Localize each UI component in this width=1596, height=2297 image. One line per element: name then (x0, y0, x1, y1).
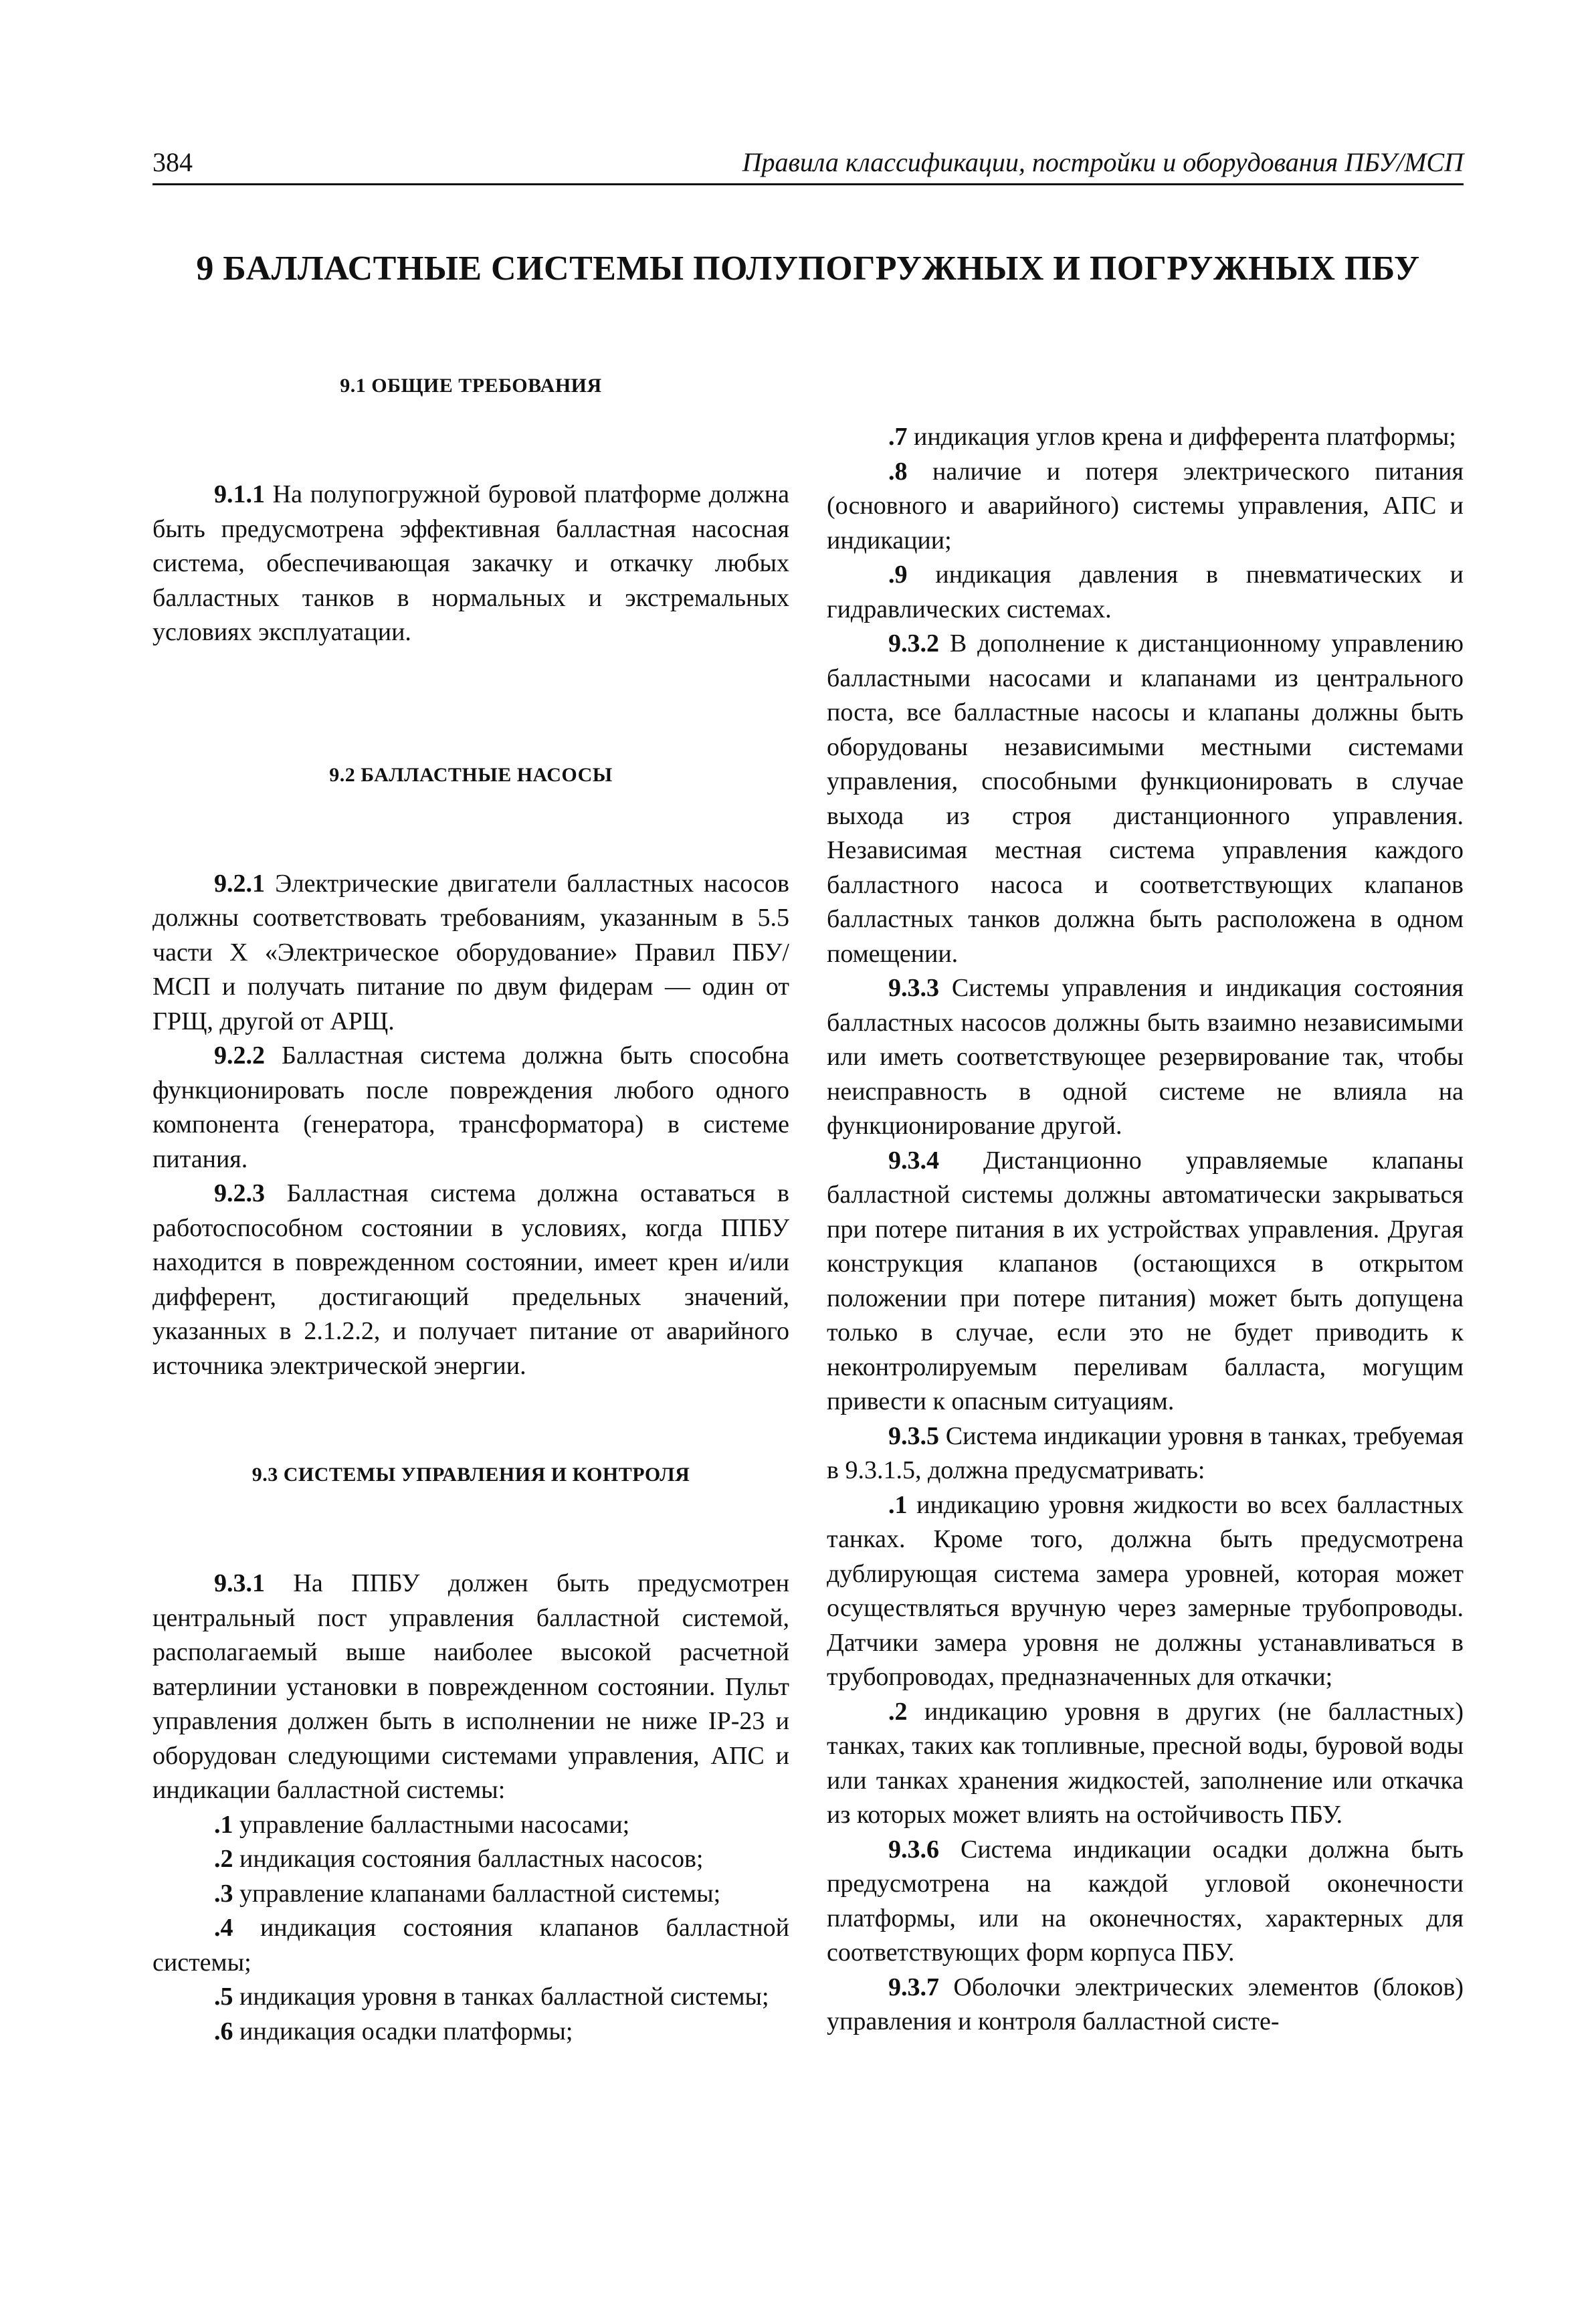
clause-number: 9.3.7 (888, 1973, 939, 2001)
list-item-9-3-5-1 (827, 1488, 1464, 1695)
paragraph-9-3-4 (827, 1144, 1464, 1419)
right-column (827, 420, 1464, 2039)
clause-text: Балластная система должна быть способна функционировать после повреждения любого одного компонента (генератора, трансформатора) в системе питания. (153, 1041, 789, 1173)
item-text: индикация углов крена и дифферента платформы; (907, 423, 1456, 451)
clause-text: Система индикации осадки должна быть предусмотрена на каждой угловой оконечности платформы, или на оконечностях, характерных для соответствующих форм корпуса ПБУ. (827, 1835, 1464, 1967)
item-text: индикацию уровня в других (не балластных) танках, таких как топливные, пресной воды, буровой воды или танках хранения жидкостей, заполнение или откачка из которых может влиять на остойчивость ПБУ. (827, 1697, 1464, 1829)
paragraph-9-3-7 (827, 1971, 1464, 2039)
item-text: индикация осадки платформы; (233, 2017, 573, 2045)
item-number: .3 (214, 1879, 233, 1908)
item-text: управление балластными насосами; (233, 1810, 630, 1839)
item-number: .9 (888, 561, 908, 589)
clause-number: 9.2.2 (214, 1041, 265, 1070)
running-header (153, 140, 1464, 185)
clause-text: Дистанционно управляемые клапаны балластной системы должны автоматически закрываться при потере питания в их устройствах управления. Другая конструкция клапанов (остающихся в открытом положении при потере питания) может быть допущена только в случае, если это не будет приводить к неконтролируемым переливам балласта, могущим привести к опасным ситуациям. (827, 1146, 1464, 1415)
clause-number: 9.3.1 (214, 1569, 265, 1597)
list-item-9-3-1-5 (153, 1980, 789, 2015)
page-number: 384 (153, 147, 193, 177)
paragraph-9-3-5 (827, 1419, 1464, 1488)
clause-text: Электрические двигатели балластных насосов должны соответствовать требованиям, указанным в 5.5 части X «Электрическое оборудование» Правил ПБУ/МСП и получать питание по двум фидерам — один от ГРЩ, другой от АРЩ. (153, 869, 789, 1035)
item-number: .4 (214, 1914, 233, 1942)
paragraph-9-3-2 (827, 627, 1464, 971)
clause-text: На ППБУ должен быть предусмотрен центральный пост управления балластной системой, располагаемый выше наиболее высокой расчетной ватерлинии установки в поврежденном состоянии. Пульт управления должен быть в исполнении не ниже IP-23 и оборудован следующими системами управления, АПС и индикации балластной системы: (153, 1569, 789, 1804)
running-title: Правила классификации, постройки и оборудования ПБУ/МСП (742, 147, 1464, 177)
item-number: .2 (888, 1697, 908, 1726)
list-item-9-3-1-2 (153, 1842, 789, 1877)
paragraph-9-2-3 (153, 1177, 789, 1383)
chapter-title: 9 БАЛЛАСТНЫЕ СИСТЕМЫ ПОЛУПОГРУЖНЫХ И ПОГРУЖНЫХ ПБУ (196, 249, 1420, 288)
clause-number: 9.3.6 (888, 1835, 939, 1864)
clause-text: В дополнение к дистанционному управлению балластными насосами и клапанами из центрального поста, все балластные насосы и клапаны должны быть оборудованы независимыми местными системами управления, способными функционировать в случае выхода из строя дистанционного управления. Независимая местная система управления каждого балластного насоса и соответствующих клапанов балластных танков должна быть расположена в одном помещении. (827, 629, 1464, 968)
item-number: .1 (214, 1810, 233, 1839)
clause-number: 9.1.1 (214, 480, 265, 508)
section-heading-9-1: 9.1 ОБЩИЕ ТРЕБОВАНИЯ (340, 375, 602, 397)
clause-text: Системы управления и индикация состояния балластных насосов должны быть взаимно независимыми или иметь соответствующее резервирование так, чтобы неисправность в одной системе не влияла на функционирование другой. (827, 974, 1464, 1140)
clause-number: 9.3.4 (888, 1146, 939, 1175)
item-number: .5 (214, 1983, 233, 2011)
clause-number: 9.3.5 (888, 1421, 939, 1450)
list-item-9-3-5-2 (827, 1695, 1464, 1833)
item-number: .7 (888, 423, 908, 451)
item-text: индикация состояния балластных насосов; (233, 1845, 704, 1873)
item-number: .1 (888, 1490, 908, 1519)
left-column (153, 375, 789, 2049)
item-text: управление клапанами балластной системы; (233, 1879, 721, 1908)
list-item-9-3-1-8 (827, 455, 1464, 559)
item-text: индикация давления в пневматических и гидравлических системах. (827, 561, 1464, 623)
paragraph-9-3-1 (153, 1567, 789, 1808)
clause-number: 9.3.3 (888, 974, 939, 1002)
clause-number: 9.2.1 (214, 869, 265, 898)
item-number: .8 (888, 457, 908, 486)
clause-text: Система индикации уровня в танках, требуемая в 9.3.1.5, должна предусматривать: (827, 1421, 1464, 1484)
item-text: наличие и потеря электрического питания (основного и аварийного) системы управления, АПС и индикации; (827, 457, 1464, 555)
clause-number: 9.3.2 (888, 629, 939, 658)
paragraph-9-1-1 (153, 478, 789, 650)
section-heading-9-3: 9.3 СИСТЕМЫ УПРАВЛЕНИЯ И КОНТРОЛЯ (252, 1464, 690, 1486)
paragraph-9-2-1 (153, 867, 789, 1039)
clause-text: На полупогружной буровой платформе должна быть предусмотрена эффективная балластная насосная система, обеспечивающая закачку и откачку любых балластных танков в нормальных и экстремальных условиях эксплуатации. (153, 480, 789, 646)
list-item-9-3-1-1 (153, 1808, 789, 1843)
paragraph-9-2-2 (153, 1039, 789, 1177)
clause-text: Оболочки электрических элементов (блоков) управления и контроля балластной систе- (827, 1973, 1464, 2035)
item-text: индикацию уровня жидкости во всех балластных танках. Кроме того, должна быть предусмотрена дублирующая система замера уровней, которая может осуществляться вручную через замерные трубопроводы. Датчики замера уровня не должны устанавливаться в трубопроводах, предназначенных для откачки; (827, 1490, 1464, 1691)
item-number: .2 (214, 1845, 233, 1873)
item-text: индикация уровня в танках балластной системы; (233, 1983, 769, 2011)
list-item-9-3-1-6 (153, 2015, 789, 2050)
paragraph-9-3-3 (827, 971, 1464, 1144)
item-number: .6 (214, 2017, 233, 2045)
section-heading-9-2: 9.2 БАЛЛАСТНЫЕ НАСОСЫ (329, 763, 613, 786)
list-item-9-3-1-9 (827, 558, 1464, 627)
list-item-9-3-1-4 (153, 1911, 789, 1980)
paragraph-9-3-6 (827, 1833, 1464, 1971)
clause-number: 9.2.3 (214, 1179, 265, 1207)
list-item-9-3-1-7 (827, 420, 1464, 455)
list-item-9-3-1-3 (153, 1877, 789, 1912)
clause-text: Балластная система должна оставаться в работоспособном состоянии в условиях, когда ППБУ находится в поврежденном состоянии, имеет крен и/или дифферент, достигающий предельных значений, указанных в 2.1.2.2, и получает питание от аварийного источника электрической энергии. (153, 1179, 789, 1380)
item-text: индикация состояния клапанов балластной системы; (153, 1914, 789, 1977)
